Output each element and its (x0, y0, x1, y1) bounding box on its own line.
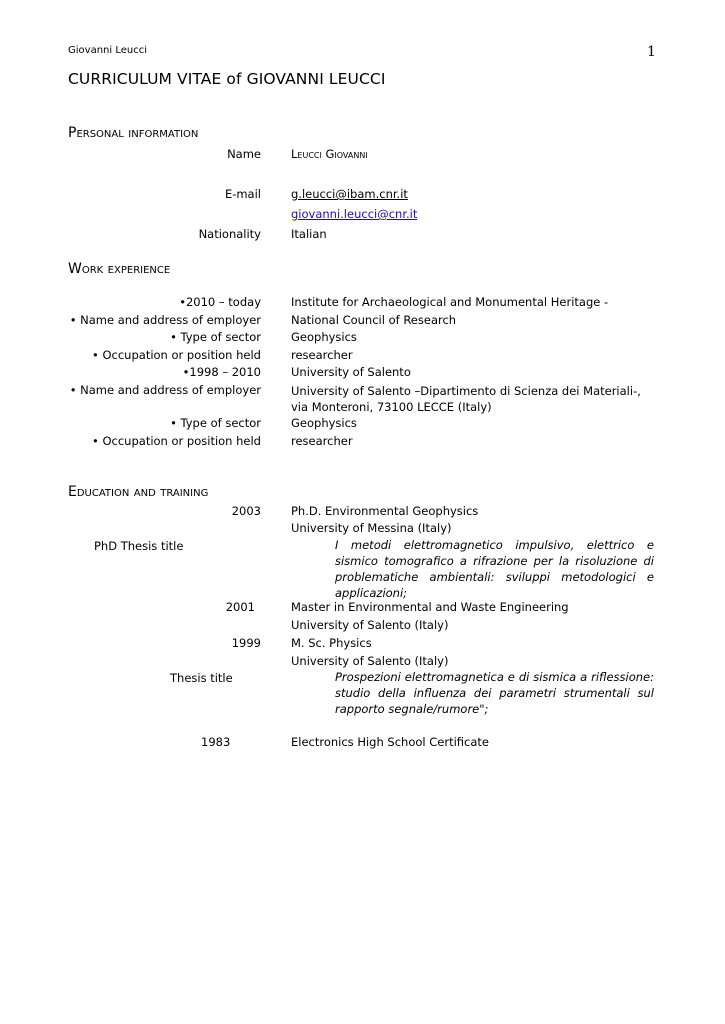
work-period-2: •1998 – 2010 (182, 365, 261, 379)
phd-thesis-title: I metodi elettromagnetico impulsivo, elettrico e sismico tomografico a rifrazione per la risoluzione di problematiche ambientali: sviluppi metodologici e applicazioni; (335, 538, 654, 600)
position-value-2: researcher (291, 434, 353, 448)
sector-value-1: Geophysics (291, 330, 357, 344)
name-value: Leucci Giovanni (291, 147, 368, 161)
msc-degree: M. Sc. Physics (291, 636, 372, 650)
phd-year: 2003 (231, 504, 261, 518)
phd-university: University of Messina (Italy) (291, 521, 452, 535)
work-period-value-2: University of Salento (291, 365, 411, 379)
page-header-author: Giovanni Leucci (68, 45, 147, 56)
email-link-1[interactable]: g.leucci@ibam.cnr.it (291, 187, 408, 201)
phd-degree: Ph.D. Environmental Geophysics (291, 504, 479, 518)
master-year: 2001 (225, 600, 255, 614)
nationality-label: Nationality (198, 227, 261, 241)
employer-value-1: National Council of Research (291, 313, 457, 327)
sector-label-1: • Type of sector (170, 330, 261, 344)
section-heading-personal: Personal information (68, 125, 199, 141)
employer-value-2: University of Salento –Dipartimento di Scienza dei Materiali-, via Monteroni, 73100 LECCE (Italy) (291, 384, 641, 414)
position-value-1: researcher (291, 348, 353, 362)
high-school-year: 1983 (201, 735, 231, 749)
msc-university: University of Salento (Italy) (291, 654, 449, 668)
position-label-1: • Occupation or position held (92, 348, 261, 362)
high-school-degree: Electronics High School Certificate (291, 735, 489, 749)
document-title: CURRICULUM VITAE of GIOVANNI LEUCCI (68, 70, 386, 88)
email-link-2[interactable]: giovanni.leucci@cnr.it (291, 207, 418, 221)
master-university: University of Salento (Italy) (291, 618, 449, 632)
work-period-value-1: Institute for Archaeological and Monumental Heritage - (291, 295, 609, 309)
msc-year: 1999 (231, 636, 261, 650)
sector-value-2: Geophysics (291, 416, 357, 430)
employer-label-1: • Name and address of employer (69, 313, 261, 327)
thesis-label: Thesis title (170, 671, 233, 685)
phd-thesis-label: PhD Thesis title (94, 539, 184, 553)
email-label: E-mail (224, 187, 261, 201)
nationality-value: Italian (291, 227, 327, 241)
master-degree: Master in Environmental and Waste Engineering (291, 600, 569, 614)
sector-label-2: • Type of sector (170, 416, 261, 430)
section-heading-education: Education and training (68, 484, 209, 500)
employer-label-2: • Name and address of employer (69, 383, 261, 397)
name-label: Name (227, 147, 261, 161)
position-label-2: • Occupation or position held (92, 434, 261, 448)
section-heading-work: Work experience (68, 261, 171, 277)
work-period-1: •2010 – today (179, 295, 261, 309)
page-number: 1 (647, 44, 656, 60)
msc-thesis-title: Prospezioni elettromagnetica e di sismica a riflessione: studio della influenza dei parametri strumentali sul rapporto segnale/rumore"; (335, 670, 654, 716)
